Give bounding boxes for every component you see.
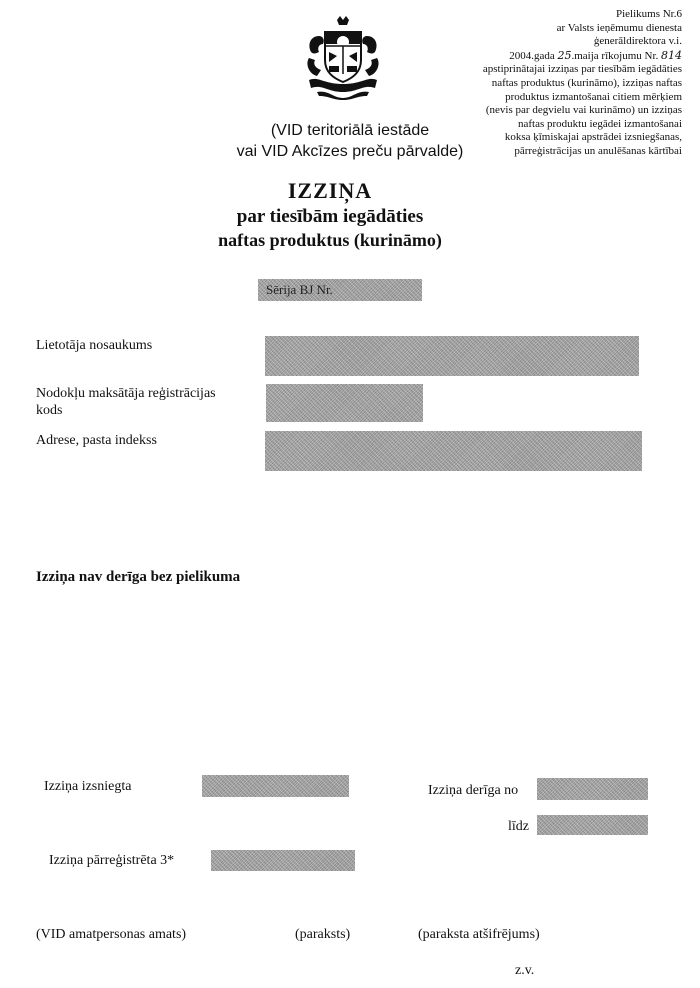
order-number-handwritten: 814 (661, 48, 682, 62)
serija-number-field: Sērija BJ Nr. (258, 279, 422, 301)
reregistered-redacted (211, 850, 355, 871)
user-name-redacted (265, 336, 639, 376)
user-name-label: Lietotāja nosaukums (36, 338, 153, 353)
validity-note: Izziņa nav derīga bez pielikuma (36, 569, 241, 585)
annex-body-line: naftas produktus (kurināmo), izziņas naftas (491, 76, 682, 89)
tax-code-label-line2: kods (36, 403, 63, 418)
order-prefix: 2004.gada (509, 49, 555, 62)
annex-line: ģenerāldirektora v.i. (593, 35, 682, 48)
tax-code-label-line1: Nodokļu maksātāja reģistrācijas (36, 386, 216, 401)
annex-line: Pielikums Nr.6 (615, 8, 682, 20)
annex-body-line: pārreģistrācijas un anulēšanas kārtībai (514, 144, 682, 157)
document-title (180, 177, 480, 251)
annex-body-line: naftas produktu iegādei izmantošanai (517, 117, 682, 130)
valid-from-redacted (537, 778, 648, 800)
annex-body-line: apstiprinātajai izziņas par tiesībām iegādāties (482, 63, 682, 76)
annex-body-line: koksa ķīmiskajai apstrādei izsniegšanas, (504, 131, 682, 144)
issuer-block (200, 120, 500, 162)
order-middle: .maija rīkojumu Nr. (571, 49, 659, 62)
annex-line: ar Valsts ieņēmumu dienesta (556, 21, 682, 34)
issuer-line: vai VID Akcīzes preču pārvalde) (236, 143, 464, 160)
stamp-place-label: z.v. (515, 963, 535, 978)
tax-code-redacted (266, 384, 423, 422)
title-line: IZZIŅA (287, 178, 373, 203)
order-day-handwritten: 25 (557, 48, 572, 62)
signature-decoding-caption: (paraksta atšifrējums) (418, 927, 540, 942)
title-line: naftas produktus (kurināmo) (218, 230, 442, 250)
valid-to-redacted (537, 815, 648, 835)
issued-label: Izziņa izsniegta (44, 779, 132, 794)
valid-from-label: Izziņa derīga no (428, 783, 519, 798)
annex-body-line: produktus izmantošanai citiem mērķiem (505, 90, 682, 103)
title-line: par tiesībām iegādāties (236, 206, 424, 227)
issuer-line: (VID teritoriālā iestāde (270, 122, 430, 139)
issued-date-redacted (202, 775, 349, 797)
reregistered-label: Izziņa pārreģistrēta 3* (49, 853, 175, 868)
valid-to-label: līdz (508, 819, 529, 834)
address-redacted (265, 431, 642, 471)
address-label: Adrese, pasta indekss (36, 433, 157, 448)
coat-of-arms-icon (303, 14, 383, 100)
signature-caption: (paraksts) (295, 927, 351, 942)
annex-body-line: (nevis par degvielu vai kurināmo) un izziņas (485, 104, 682, 117)
official-position-caption: (VID amatpersonas amats) (36, 927, 187, 942)
annex-order-line (392, 49, 682, 64)
